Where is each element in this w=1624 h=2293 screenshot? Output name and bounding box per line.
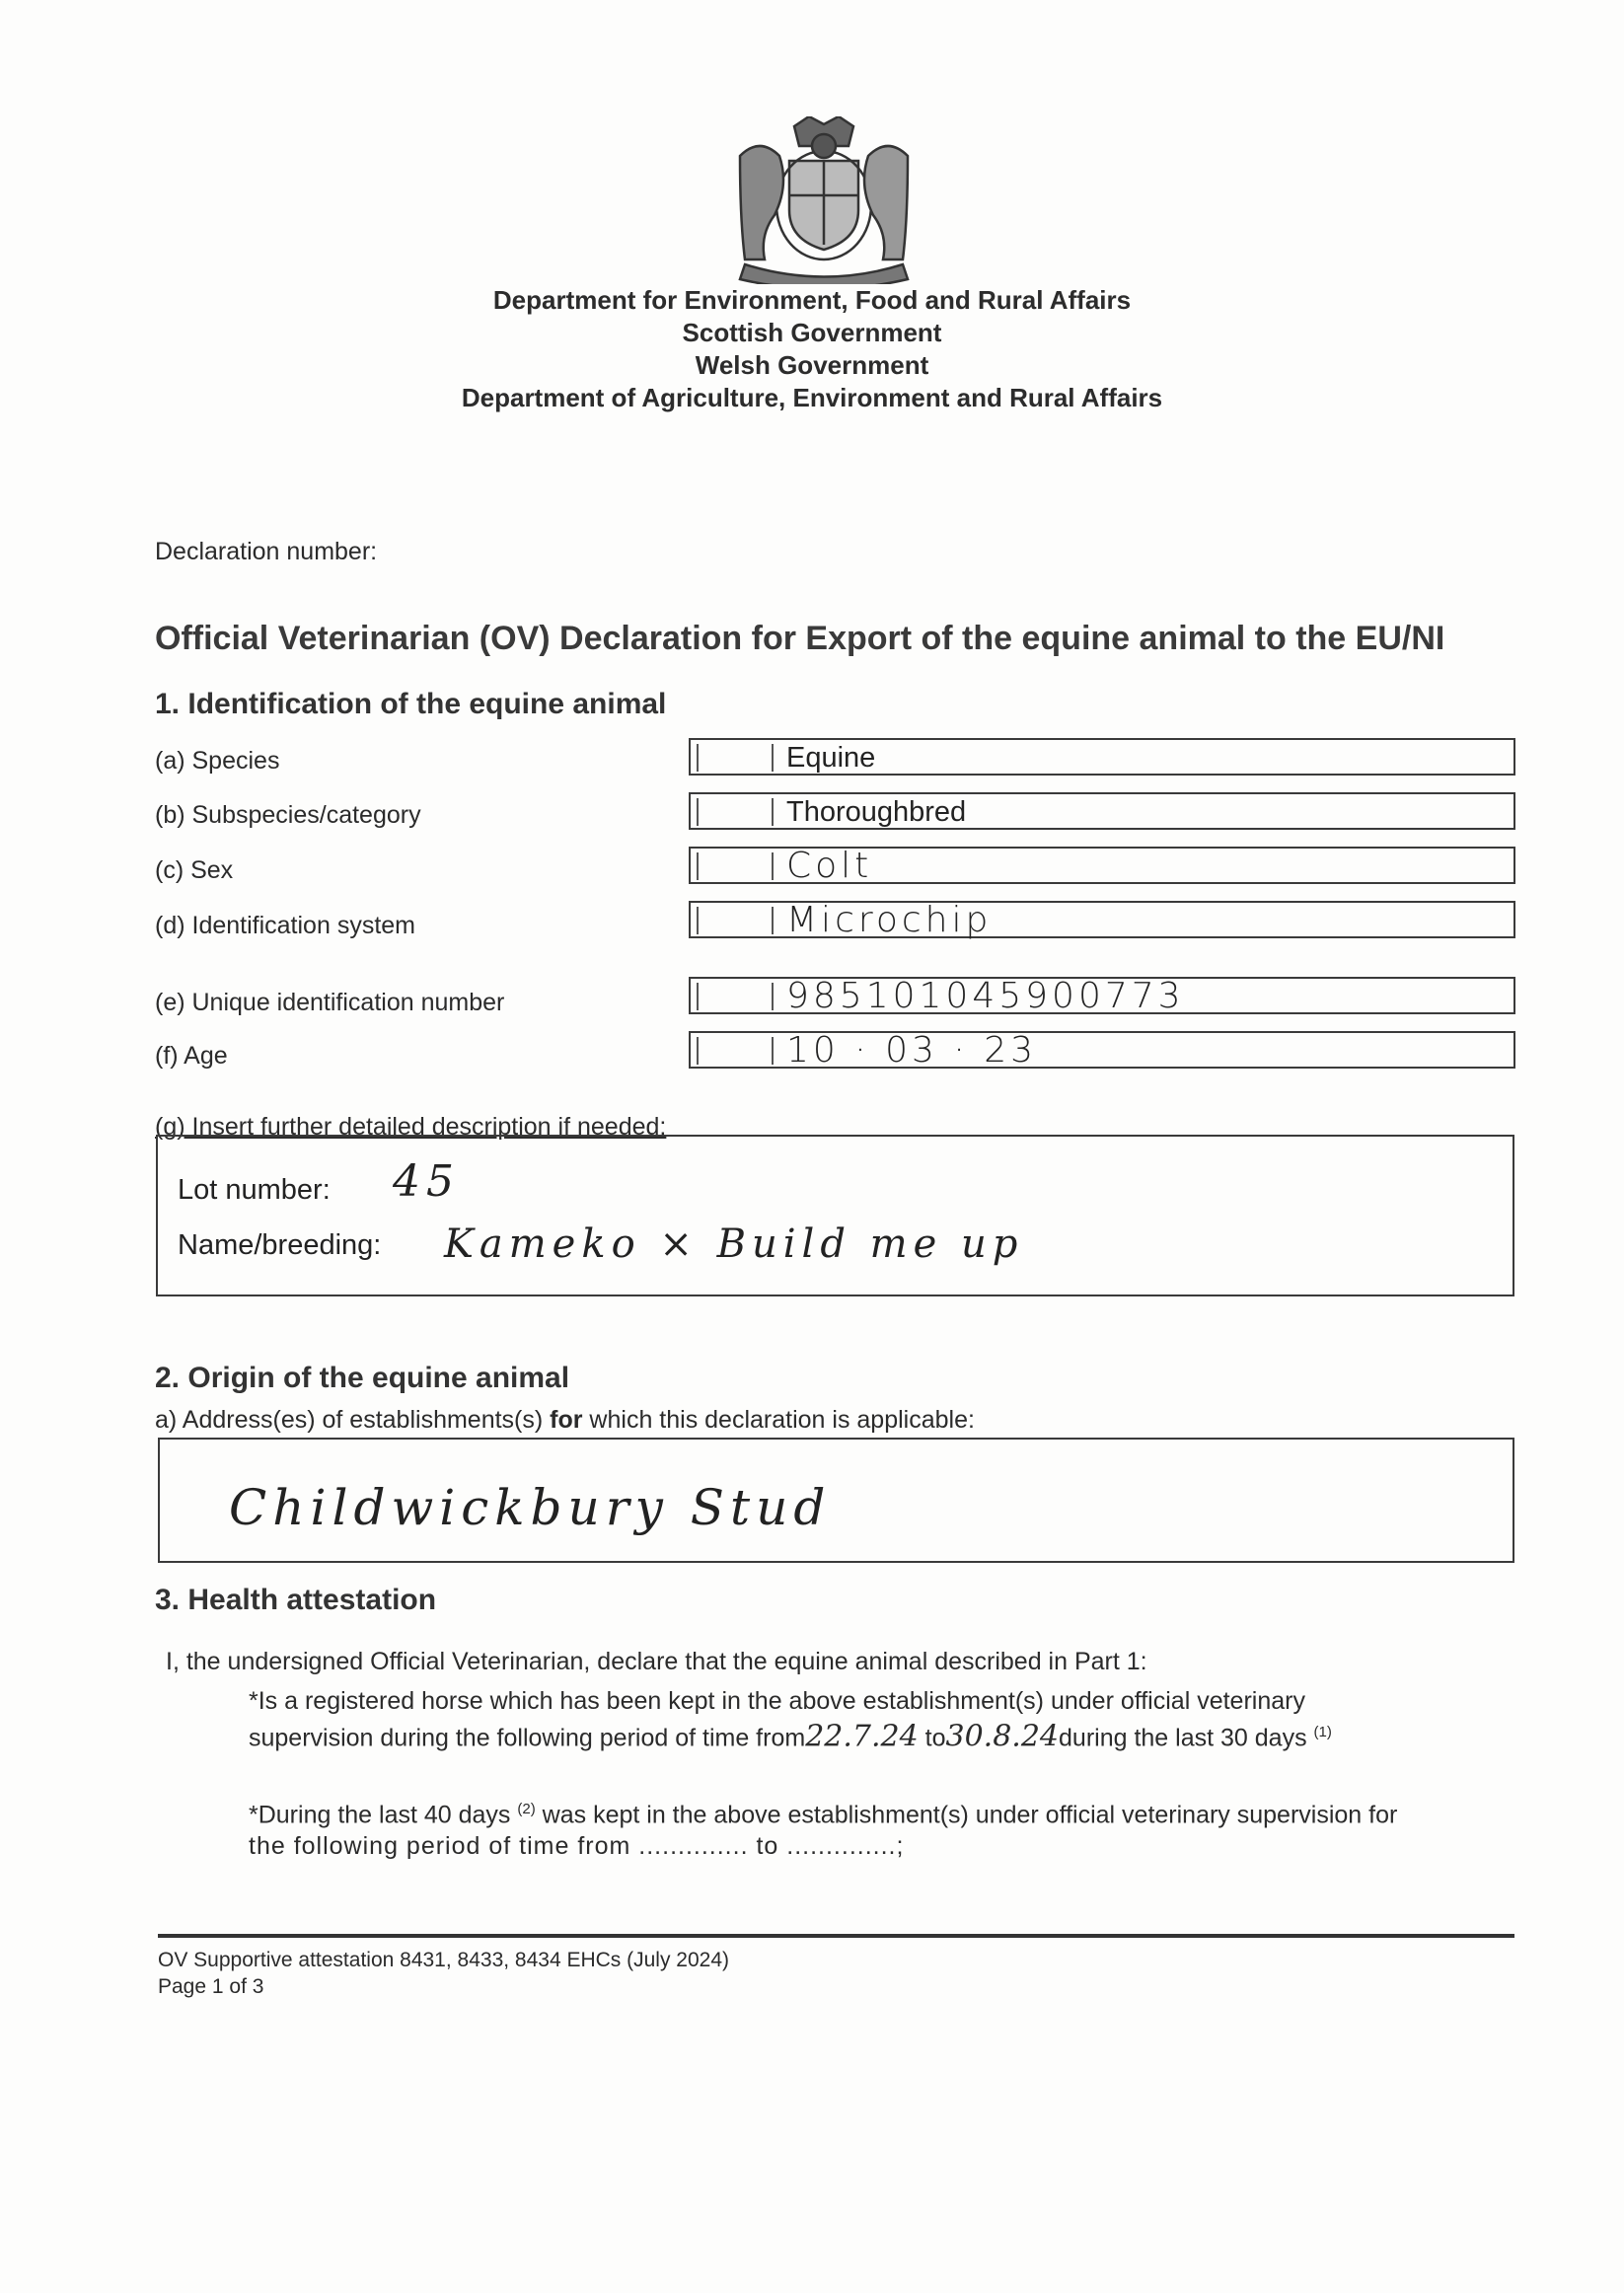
subspecies-value: Thoroughbred xyxy=(786,796,967,828)
agency-daera: Department of Agriculture, Environment and Rural Affairs xyxy=(461,383,1163,412)
attestation-paragraph-2: *During the last 40 days $^{(2)}$ was kept in the above establishment(s) under official veterinary supervision for the following period of time from .............. to ..............; xyxy=(249,1801,1398,1861)
age-label: (f) Age xyxy=(155,1042,228,1070)
subspecies-field[interactable] xyxy=(689,792,1515,830)
age-field[interactable] xyxy=(689,1031,1515,1069)
period-from-value: 22.7.24 xyxy=(805,1719,919,1754)
unique-id-value: 985101045900773 xyxy=(786,976,1185,1016)
footer-divider xyxy=(158,1934,1514,1938)
species-label: (a) Species xyxy=(155,747,280,775)
id-system-field[interactable] xyxy=(689,901,1515,938)
further-description-label: (g) Insert further detailed description if needed: xyxy=(155,1113,667,1141)
address-box[interactable] xyxy=(158,1438,1514,1563)
sex-value: Colt xyxy=(786,846,873,886)
section-1-heading: 1. Identification of the equine animal xyxy=(155,688,667,720)
footer-form-ref: OV Supportive attestation 8431, 8433, 8434 EHCs (July 2024) xyxy=(158,1949,730,1971)
issuing-agencies xyxy=(0,284,1624,414)
declaration-number-label: Declaration number: xyxy=(155,538,378,565)
royal-coat-of-arms-icon xyxy=(725,116,923,284)
unique-id-field[interactable] xyxy=(689,977,1515,1014)
further-description-box[interactable] xyxy=(156,1135,1514,1296)
address-value: Childwickbury Stud xyxy=(229,1479,832,1536)
subspecies-label: (b) Subspecies/category xyxy=(155,801,421,829)
sex-field[interactable] xyxy=(689,847,1515,884)
attestation-intro: I, the undersigned Official Veterinarian, declare that the equine animal described in Part 1: xyxy=(166,1648,1147,1675)
name-breeding-value: Kameko × Build me up xyxy=(444,1221,1024,1267)
attestation-paragraph-1: *Is a registered horse which has been kept in the above establishment(s) under official veterinary supervision during the following period of time from22.7.24 to30.8.24during the last 30 days $^{(1)}$ xyxy=(249,1687,1332,1754)
lot-number-value: 45 xyxy=(393,1156,460,1207)
id-system-value: Microchip xyxy=(786,900,993,940)
period-to-value: 30.8.24 xyxy=(945,1719,1060,1754)
page-title: Official Veterinarian (OV) Declaration for Export of the equine animal to the EU/NI xyxy=(155,620,1445,657)
unique-id-label: (e) Unique identification number xyxy=(155,989,505,1016)
species-field[interactable] xyxy=(689,738,1515,776)
agency-scottish-gov: Scottish Government xyxy=(682,318,942,347)
agency-welsh-gov: Welsh Government xyxy=(695,350,929,380)
id-system-label: (d) Identification system xyxy=(155,912,415,939)
age-value: 10 · 03 · 23 xyxy=(786,1030,1038,1071)
agency-defra: Department for Environment, Food and Rural Affairs xyxy=(492,285,1132,315)
species-value: Equine xyxy=(786,742,876,774)
section-2-heading: 2. Origin of the equine animal xyxy=(155,1362,570,1394)
footer-page-number: Page 1 of 3 xyxy=(158,1975,264,1998)
sex-label: (c) Sex xyxy=(155,856,234,884)
name-breeding-label: Name/breeding: xyxy=(178,1229,382,1261)
address-label: a) Address(es) of establishments(s) for which this declaration is applicable: xyxy=(155,1406,975,1434)
lot-number-label: Lot number: xyxy=(178,1174,331,1206)
section-3-heading: 3. Health attestation xyxy=(155,1584,437,1616)
